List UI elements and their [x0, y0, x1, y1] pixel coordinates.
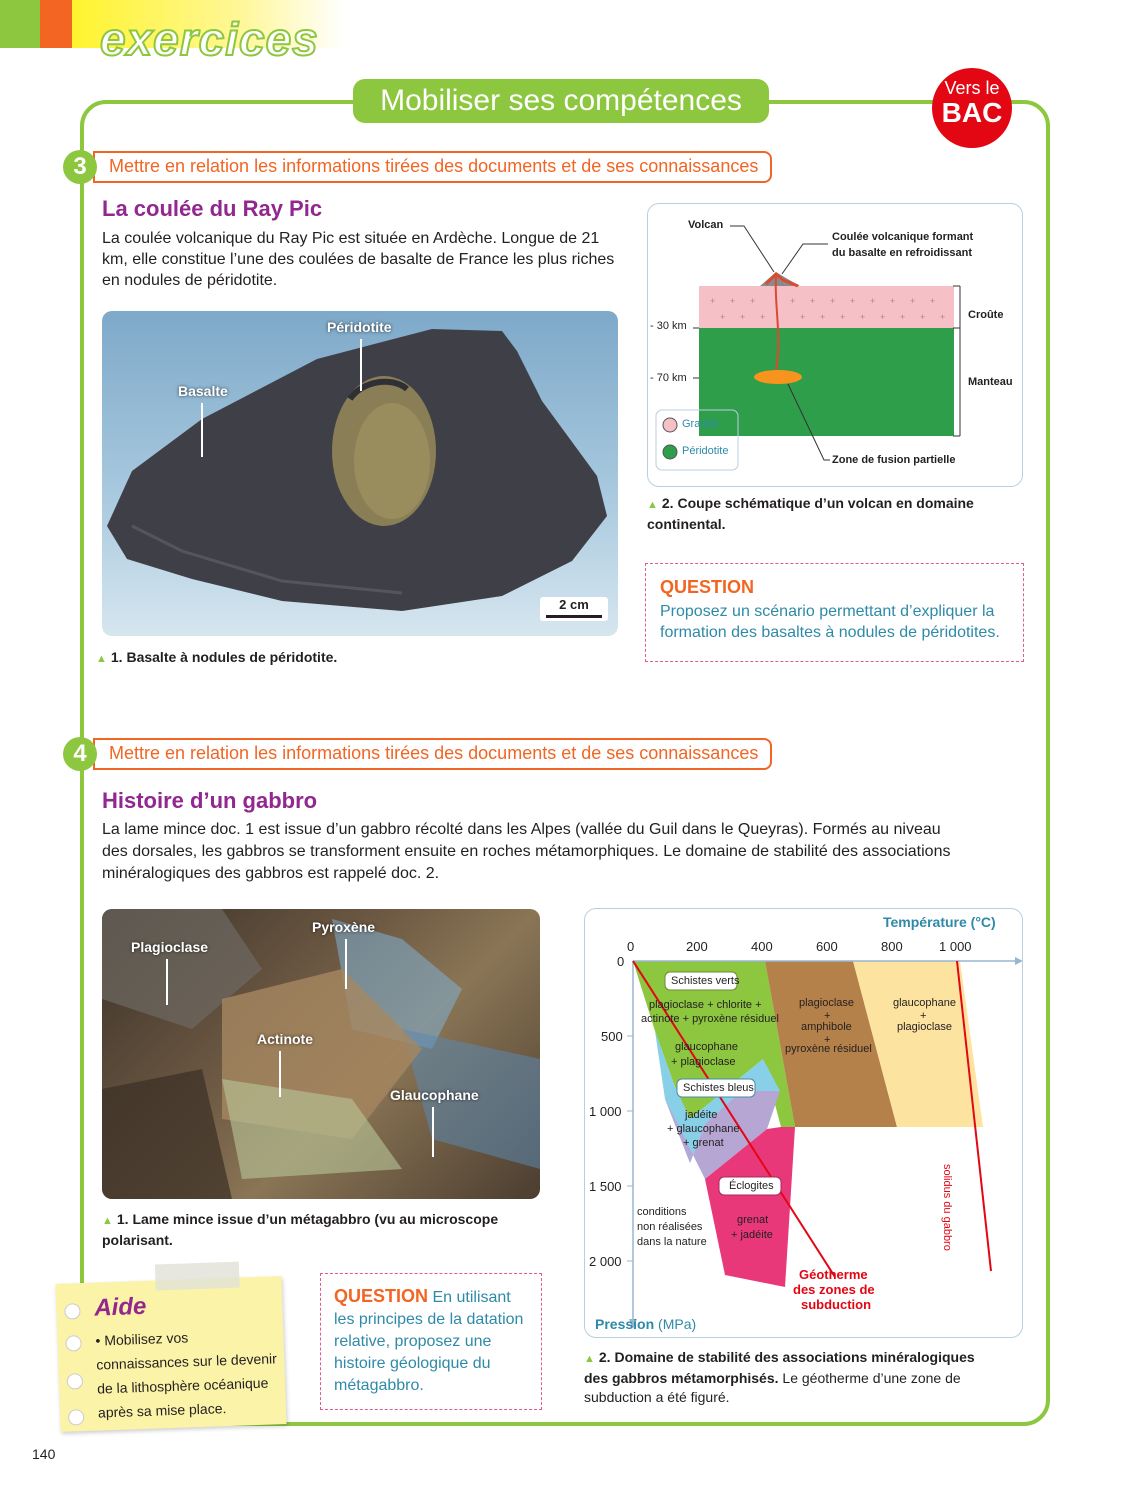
- ex4-doc2-caption-normal: Le géotherme d’une zone de: [778, 1370, 961, 1386]
- svg-text:+: +: [810, 296, 816, 306]
- label-glaucophane: Glaucophane: [390, 1087, 479, 1103]
- phase-diagram: [584, 908, 1023, 1338]
- ec-line-2: + jadéite: [731, 1229, 773, 1241]
- press-axis-label: [595, 1316, 696, 1332]
- t-tick-800: 800: [881, 939, 903, 954]
- legend-peridotite-swatch: [663, 445, 677, 459]
- p-tick-0: 0: [617, 954, 625, 969]
- ex3-doc2-caption-line2: continental.: [647, 516, 726, 532]
- diagram-label-coulee-1: Coulée volcanique formant: [832, 231, 974, 243]
- bac-badge-line2: BAC: [941, 97, 1003, 128]
- question-line-5: métagabbro.: [334, 1377, 424, 1394]
- svg-text:+: +: [830, 296, 836, 306]
- geo-line-3: subduction: [801, 1297, 872, 1312]
- jd-line-3: + grenat: [683, 1137, 724, 1149]
- cond-line-1: conditions: [637, 1206, 687, 1218]
- geo-line-1: Géotherme: [799, 1267, 868, 1282]
- cond-line-2: non réalisées: [637, 1221, 703, 1233]
- svg-text:+: +: [880, 312, 886, 322]
- t-tick-1000: 1 000: [939, 939, 972, 954]
- exercise-3-number: 3: [63, 150, 97, 184]
- caption-triangle-icon: ▲: [647, 499, 658, 511]
- diagram-label-manteau: Manteau: [968, 376, 1013, 388]
- svg-text:+: +: [790, 296, 796, 306]
- label-schistes-bleus: Schistes bleus: [683, 1082, 754, 1094]
- temp-axis-label: Température (°C): [883, 914, 996, 930]
- p-tick-1000: 1 000: [589, 1104, 622, 1119]
- amph-line-1: plagioclase: [799, 997, 855, 1009]
- page-number: 140: [32, 1446, 56, 1462]
- p-tick-2000: 2 000: [589, 1254, 622, 1269]
- question-line-3: relative, proposez une: [334, 1333, 492, 1350]
- pointer-pyroxene: [345, 939, 347, 989]
- svg-text:+: +: [940, 312, 946, 322]
- pointer-actinote: [279, 1051, 281, 1097]
- legend-peridotite-label: Péridotite: [682, 445, 729, 457]
- svg-text:+: +: [840, 312, 846, 322]
- sv-line-2: actinote + pyroxène résiduel: [641, 1013, 779, 1025]
- ex4-doc2-caption-line3: subduction a été figuré.: [584, 1389, 730, 1405]
- bac-badge: [932, 68, 1012, 148]
- ex4-doc2-caption-line2: [584, 1369, 975, 1388]
- aide-note: [55, 1276, 286, 1432]
- label-plagioclase: Plagioclase: [131, 939, 209, 955]
- scale-label: 2 cm: [559, 597, 589, 612]
- header-green-block: [0, 0, 40, 48]
- label-schistes-verts: Schistes verts: [671, 975, 740, 987]
- tape: [155, 1262, 240, 1291]
- svg-text:+: +: [710, 296, 716, 306]
- bac-badge-line1: Vers le: [944, 78, 1000, 98]
- aide-line-3: de la lithosphère océanique: [96, 1374, 269, 1397]
- t-tick-400: 400: [751, 939, 773, 954]
- pointer-peridotite: [360, 339, 362, 391]
- aide-line-2: connaissances sur le devenir: [96, 1350, 278, 1373]
- gl-line-1: glaucophane: [893, 997, 957, 1009]
- press-axis-name: Pression: [595, 1316, 655, 1332]
- ex4-doc1-caption-line2: polarisant.: [102, 1232, 173, 1248]
- hole-icon: [67, 1373, 84, 1390]
- exercise-3-doc2-caption: [647, 494, 974, 534]
- ex3-doc1-caption-text: 1. Basalte à nodules de péridotite.: [110, 649, 338, 665]
- scale-line: [546, 615, 602, 618]
- exercise-4-question: [320, 1273, 542, 1410]
- ec-line-1: grenat: [737, 1214, 769, 1226]
- legend-granite-label: Granite: [682, 418, 719, 430]
- t-tick-200: 200: [686, 939, 708, 954]
- gp-line-2: + plagioclase: [671, 1056, 736, 1068]
- gp-line-1: glaucophane: [675, 1041, 739, 1053]
- ex4-doc1-caption-text-1: 1. Lame mince issue d’un métagabbro (vu au microscope: [116, 1211, 499, 1227]
- jd-line-2: + glaucophane: [667, 1123, 740, 1135]
- question-text-start: En utilisant: [432, 1289, 511, 1306]
- header-orange-block: [40, 0, 72, 48]
- question-text: Proposez un scénario permettant d’expliquer la formation des basaltes à nodules de péridotites.: [660, 603, 1000, 641]
- scale-bar: [540, 597, 608, 621]
- label-basalte: Basalte: [178, 383, 228, 399]
- question-label: QUESTION: [660, 577, 755, 597]
- svg-text:+: +: [730, 296, 736, 306]
- hole-icon: [64, 1303, 81, 1320]
- pointer-basalte: [201, 403, 203, 457]
- exercise-3-question: [645, 563, 1024, 662]
- aide-title: Aide: [93, 1292, 147, 1322]
- caption-triangle-icon: ▲: [96, 653, 107, 665]
- svg-text:+: +: [820, 312, 826, 322]
- hole-icon: [65, 1335, 82, 1352]
- question-line-4: histoire géologique du: [334, 1355, 491, 1372]
- amph-line-5: pyroxène résiduel: [785, 1043, 872, 1055]
- amph-line-3: amphibole: [801, 1021, 852, 1033]
- svg-text:+: +: [920, 312, 926, 322]
- exercise-3-header: [63, 151, 772, 183]
- thin-section-photo: [102, 909, 540, 1199]
- ex3-doc2-caption-text-1: 2. Coupe schématique d’un volcan en domaine: [661, 495, 974, 511]
- diagram-label-volcan: Volcan: [688, 219, 724, 231]
- page-title: Mobiliser ses compétences: [353, 79, 769, 123]
- label-peridotite: Péridotite: [327, 319, 392, 335]
- ex3-doc2-caption-line1: [647, 494, 974, 515]
- crust-layer: [699, 286, 954, 328]
- svg-text:+: +: [860, 312, 866, 322]
- p-tick-500: 500: [601, 1029, 623, 1044]
- label-actinote: Actinote: [257, 1031, 313, 1047]
- exercise-4-skill: Mettre en relation les informations tirées des documents et de ses connaissances: [93, 738, 772, 770]
- pointer-glaucophane: [432, 1107, 434, 1157]
- cond-line-3: dans la nature: [637, 1236, 707, 1248]
- question-label: QUESTION: [334, 1286, 429, 1306]
- exercise-4-header: [63, 738, 772, 770]
- exercise-4-doc1-caption: [102, 1210, 498, 1250]
- exercise-3-skill: Mettre en relation les informations tirées des documents et de ses connaissances: [93, 151, 772, 183]
- volcano-diagram: [647, 203, 1023, 487]
- svg-text:+: +: [870, 296, 876, 306]
- solidus-label: solidus du gabbro: [941, 1164, 953, 1251]
- svg-text:+: +: [740, 312, 746, 322]
- caption-triangle-icon: ▲: [584, 1353, 595, 1365]
- svg-text:+: +: [750, 296, 756, 306]
- sv-line-1: plagioclase + chlorite +: [649, 999, 762, 1011]
- gl-line-2: +: [920, 1010, 927, 1022]
- exercise-4-title: Histoire d’un gabbro: [102, 788, 318, 813]
- amph-line-4: +: [824, 1034, 831, 1046]
- caption-triangle-icon: ▲: [102, 1215, 113, 1227]
- exercise-3-title: La coulée du Ray Pic: [102, 196, 323, 221]
- exercise-3-text: La coulée volcanique du Ray Pic est située en Ardèche. Longue de 21 km, elle constitue l’une des coulées de basalte de France les plus riches en nodules de péridotite.: [102, 230, 615, 289]
- gl-line-3: plagioclase: [897, 1021, 953, 1033]
- ex4-doc1-caption-line1: [102, 1210, 498, 1231]
- diagram-label-zone: Zone de fusion partielle: [832, 454, 956, 466]
- diagram-depth-70: - 70 km: [650, 372, 687, 384]
- label-eclogites: Éclogites: [729, 1180, 774, 1192]
- exercise-4-text-1: La lame mince doc. 1 est issue d’un gabbro récolté dans les Alpes (vallée du Guil dans le Queyras). Formés au niveau: [102, 821, 941, 838]
- press-axis-unit: (MPa): [658, 1316, 697, 1332]
- ex4-doc2-caption-line1: [584, 1348, 975, 1369]
- legend-granite-swatch: [663, 418, 677, 432]
- ex4-doc2-caption-text-1: 2. Domaine de stabilité des associations minéralogiques: [598, 1349, 975, 1365]
- t-tick-0: 0: [627, 939, 635, 954]
- exercise-4-text-3: minéralogiques des gabbros est rappelé doc. 2.: [102, 865, 440, 882]
- amph-line-2: +: [824, 1010, 831, 1022]
- svg-text:+: +: [930, 296, 936, 306]
- svg-text:+: +: [890, 296, 896, 306]
- aide-line-4: après sa mise place.: [97, 1400, 227, 1421]
- question-line-2: les principes de la datation: [334, 1311, 524, 1328]
- svg-text:+: +: [800, 312, 806, 322]
- svg-text:+: +: [760, 312, 766, 322]
- svg-text:+: +: [910, 296, 916, 306]
- jd-line-1: jadéite: [685, 1109, 718, 1121]
- diagram-label-coulee-2: du basalte en refroidissant: [832, 247, 972, 259]
- ex4-doc2-caption-bold: des gabbros métamorphisés.: [584, 1370, 779, 1386]
- svg-text:+: +: [900, 312, 906, 322]
- exercise-4-doc2-caption: [584, 1348, 975, 1407]
- exercise-4-text-2: des dorsales, les gabbros se transforment ensuite en roches métamorphiques. Le domaine de stabilité des associations: [102, 843, 951, 860]
- aide-line-1: • Mobilisez vos: [95, 1329, 189, 1349]
- p-tick-1500: 1 500: [589, 1179, 622, 1194]
- geo-line-2: des zones de: [793, 1282, 875, 1297]
- basalt-photo: [102, 311, 618, 636]
- label-pyroxene: Pyroxène: [312, 919, 376, 935]
- exercise-4-number: 4: [63, 737, 97, 771]
- exercise-3-doc1-caption: [96, 648, 337, 669]
- hole-icon: [68, 1409, 85, 1426]
- mantle-layer: [699, 328, 954, 436]
- pointer-plagioclase: [166, 959, 168, 1005]
- svg-text:+: +: [850, 296, 856, 306]
- t-tick-600: 600: [816, 939, 838, 954]
- diagram-label-croute: Croûte: [968, 309, 1004, 321]
- svg-text:+: +: [720, 312, 726, 322]
- section-title: exercices: [100, 13, 319, 65]
- diagram-depth-30: - 30 km: [650, 320, 687, 332]
